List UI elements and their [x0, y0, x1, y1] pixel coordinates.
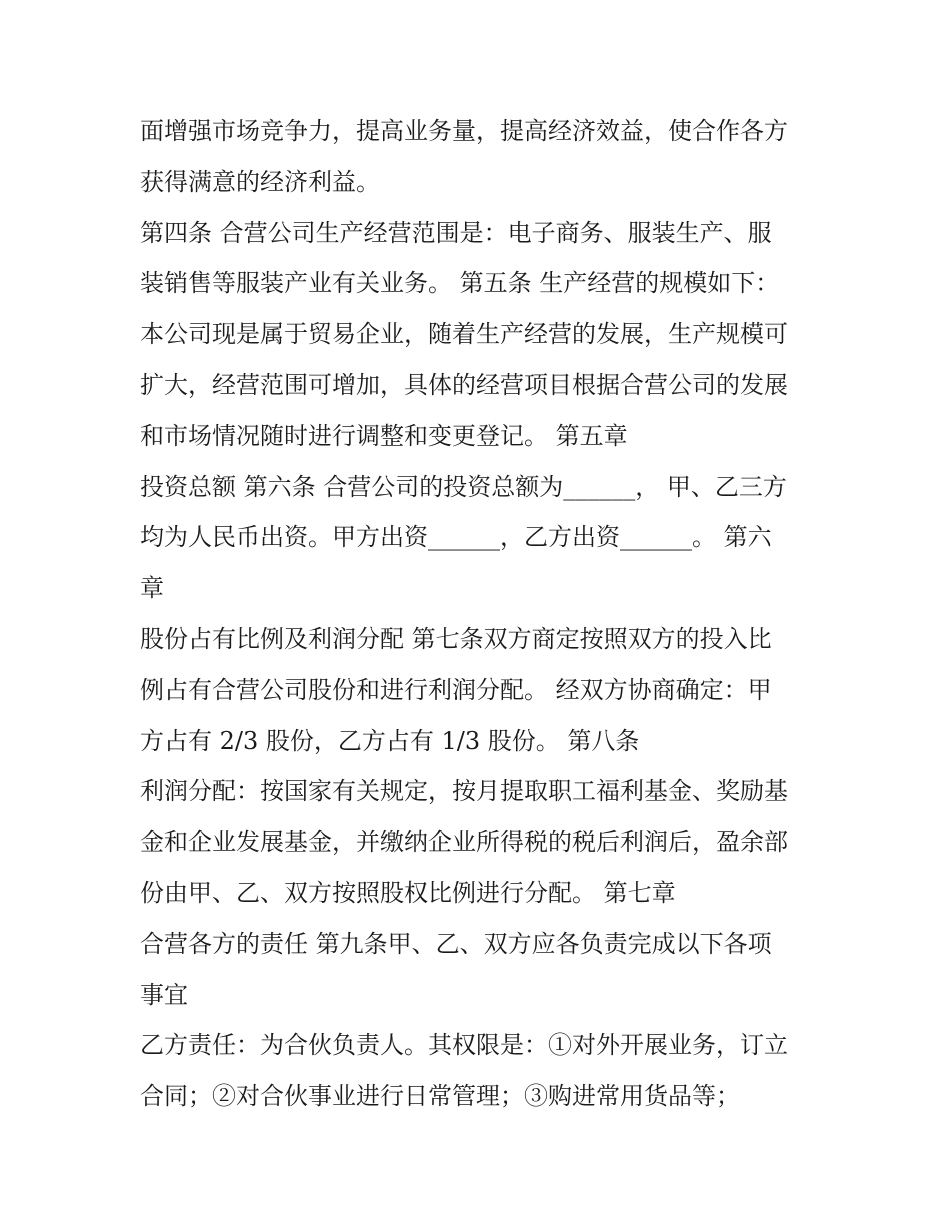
document-line: 装销售等服装产业有关业务。 第五条 生产经营的规模如下：	[140, 269, 780, 298]
document-line: 合营各方的责任 第九条甲、乙、双方应各负责完成以下各项	[140, 929, 772, 958]
document-line: 乙方责任：为合伙负责人。其权限是：①对外开展业务，订立	[140, 1031, 788, 1060]
document-line: 利润分配：按国家有关规定，按月提取职工福利基金、奖励基	[140, 777, 788, 806]
document-line: 事宜	[140, 980, 188, 1009]
document-line: 金和企业发展基金，并缴纳企业所得税的税后利润后，盈余部	[140, 828, 788, 857]
document-line: 份由甲、乙、双方按照股权比例进行分配。 第七章	[140, 878, 676, 907]
document-line: 面增强市场竞争力，提高业务量，提高经济效益，使合作各方	[140, 117, 788, 145]
document-line: 扩大，经营范围可增加，具体的经营项目根据合营公司的发展	[140, 370, 788, 399]
document-line: 合同；②对合伙事业进行日常管理；③购进常用货品等；	[140, 1082, 740, 1111]
document-body	[140, 106, 820, 1122]
document-line: 和市场情况随时进行调整和变更登记。 第五章	[140, 421, 628, 450]
document-line: 例占有合营公司股份和进行利润分配。 经双方协商确定：甲	[140, 675, 772, 704]
document-line: 股份占有比例及利润分配 第七条双方商定按照双方的投入比	[140, 624, 772, 653]
document-line: 第四条 合营公司生产经营范围是：电子商务、服装生产、服	[140, 218, 772, 247]
document-line: 获得满意的经济利益。	[140, 167, 380, 196]
document-line: 章	[140, 574, 164, 603]
document-line: 本公司现是属于贸易企业，随着生产经营的发展，生产规模可	[140, 320, 788, 349]
document-line: 投资总额 第六条 合营公司的投资总额为______， 甲、乙三方	[140, 472, 787, 501]
document-line: 方占有 2/3 股份，乙方占有 1/3 股份。 第八条	[140, 726, 640, 755]
document-line: 均为人民币出资。甲方出资______，乙方出资______。 第六	[140, 523, 772, 552]
